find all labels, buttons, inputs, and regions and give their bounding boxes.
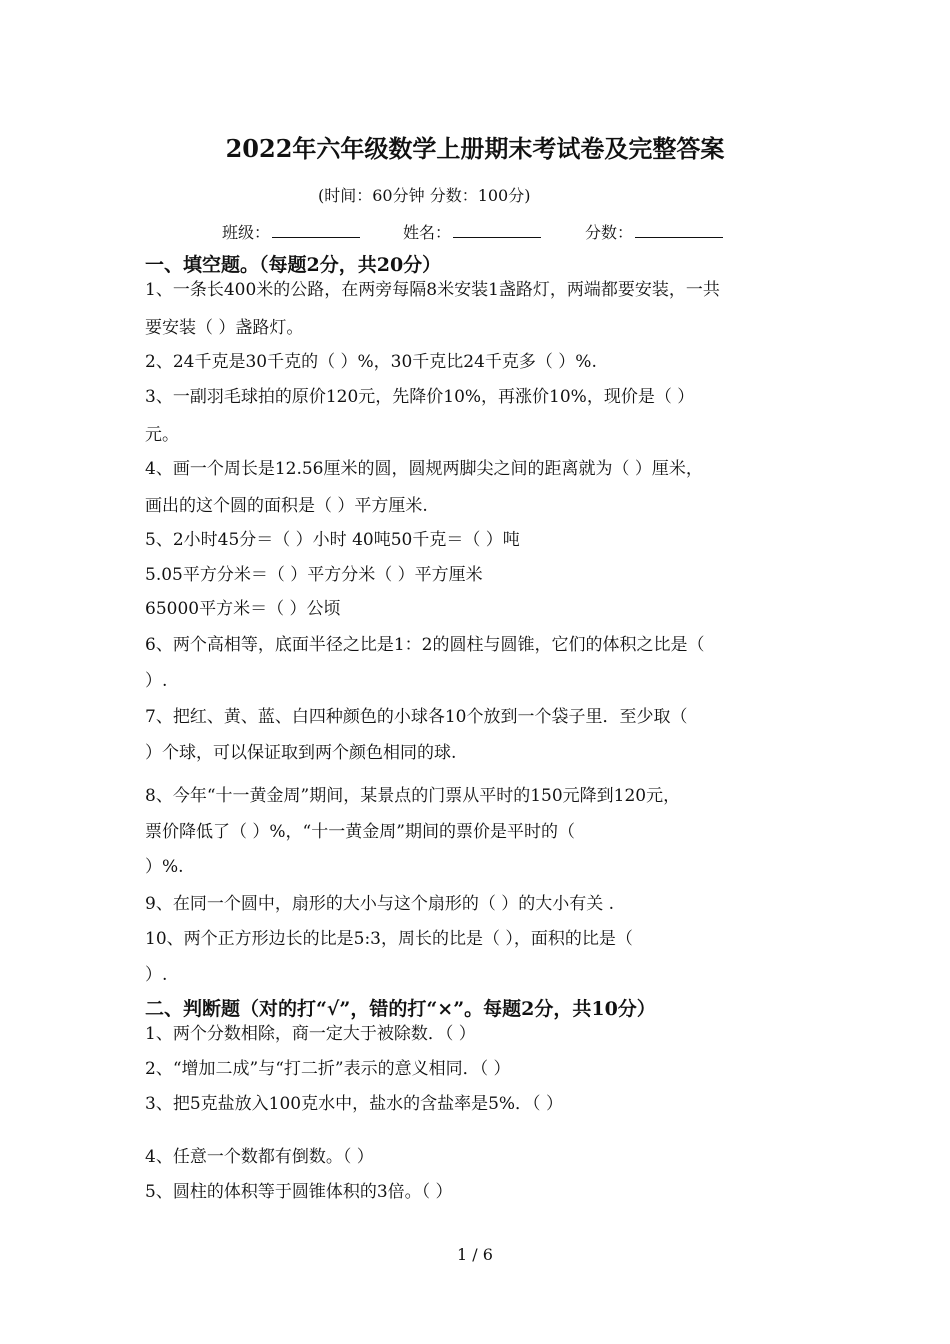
question-line: 4、任意一个数都有倒数。（ ） [145, 1147, 374, 1167]
question-line: 65000平方米＝（ ）公顷 [145, 599, 341, 619]
question-line: ）. [145, 965, 168, 985]
question-line: 2、24千克是30千克的（ ）%，30千克比24千克多（ ）%. [145, 352, 597, 372]
exam-subtitle: (时间：60分钟 分数：100分) [318, 186, 531, 205]
question-line: 3、把5克盐放入100克水中，盐水的含盐率是5%．（ ） [145, 1094, 563, 1114]
score-field [585, 221, 723, 243]
page-number: 1 / 6 [457, 1245, 493, 1264]
class-blank [272, 221, 360, 238]
question-line: 5、2小时45分＝（ ）小时 40吨50千克＝（ ）吨 [145, 530, 520, 550]
question-line: 要安装（ ）盏路灯。 [145, 318, 304, 338]
page-title: 2022年六年级数学上册期末考试卷及完整答案 [225, 134, 725, 163]
question-line: 8、今年“十一黄金周”期间，某景点的门票从平时的150元降到120元， [145, 786, 681, 806]
name-label: 姓名： [403, 223, 452, 242]
class-label: 班级： [222, 223, 271, 242]
question-line: 票价降低了（ ）%，“十一黄金周”期间的票价是平时的（ [145, 822, 575, 842]
name-blank [453, 221, 541, 238]
question-line: 3、一副羽毛球拍的原价120元，先降价10%，再涨价10%，现价是（ ） [145, 387, 695, 407]
section-heading-true-false: 二、判断题（对的打“√”，错的打“×”。每题2分，共10分） [145, 998, 656, 1020]
section-heading-fill-blank: 一、填空题。（每题2分，共20分） [145, 254, 442, 276]
question-line: 1、一条长400米的公路，在两旁每隔8米安装1盏路灯，两端都要安装，一共 [145, 280, 720, 300]
score-blank [635, 221, 723, 238]
question-line: 5.05平方分米＝（ ）平方分米（ ）平方厘米 [145, 565, 483, 585]
question-line: ）个球，可以保证取到两个颜色相同的球. [145, 743, 457, 763]
question-line: 10、两个正方形边长的比是5:3，周长的比是（ ），面积的比是（ [145, 929, 633, 949]
question-line: 元。 [145, 425, 179, 445]
question-line: 9、在同一个圆中，扇形的大小与这个扇形的（ ）的大小有关 . [145, 894, 615, 914]
question-line: 6、两个高相等，底面半径之比是1：2的圆柱与圆锥，它们的体积之比是（ [145, 635, 705, 655]
question-line: 2、“增加二成”与“打二折”表示的意义相同．（ ） [145, 1059, 511, 1079]
class-field [222, 221, 360, 243]
question-line: ）. [145, 671, 168, 691]
question-line: 4、画一个周长是12.56厘米的圆，圆规两脚尖之间的距离就为（ ）厘米， [145, 459, 703, 479]
question-line: 5、圆柱的体积等于圆锥体积的3倍。（ ） [145, 1182, 453, 1202]
question-line: 7、把红、黄、蓝、白四种颜色的小球各10个放到一个袋子里．至少取（ [145, 707, 688, 727]
score-label: 分数： [585, 223, 634, 242]
question-line: 1、两个分数相除，商一定大于被除数．（ ） [145, 1024, 476, 1044]
name-field [403, 221, 541, 243]
question-line: ）%. [145, 857, 184, 877]
question-line: 画出的这个圆的面积是（ ）平方厘米. [145, 496, 428, 516]
